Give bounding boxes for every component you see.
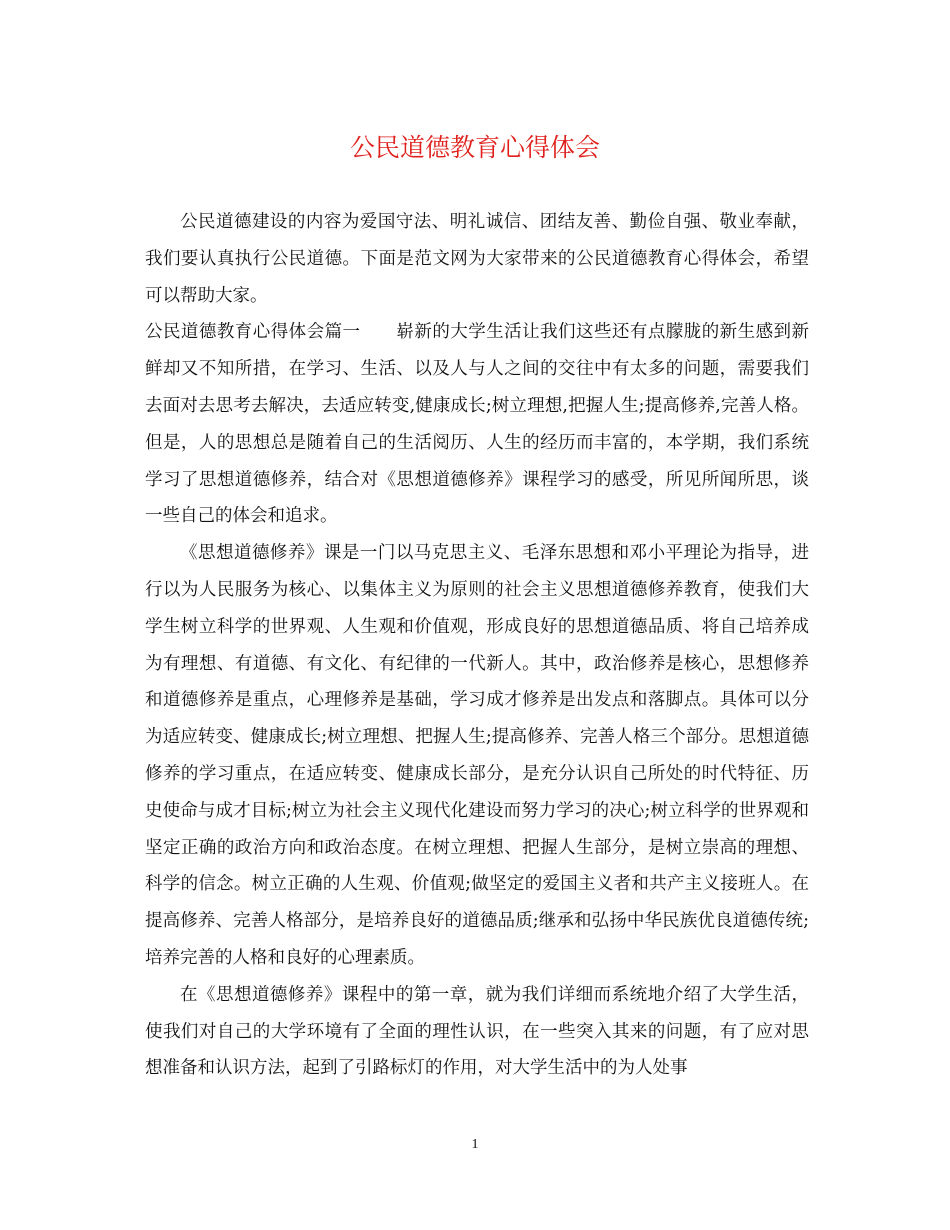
page-number: 1: [471, 1137, 479, 1152]
document-title: 公民道德教育心得体会: [349, 133, 600, 162]
paragraph-essay-one: 公民道德教育心得体会篇一 崭新的大学生活让我们这些还有点朦胧的新生感到新鲜却又不知所措，在学习、生活、以及人与人之间的交往中有太多的问题，需要我们去面对去思考去解决，去适应转变,健康成长;树立理想,把握人生;提高修养,完善人格。但是，人的思想总是随着自己的生活阅历、人生的经历而丰富的，本学期，我们系统学习了思想道德修养，结合对《思想道德修养》课程学习的感受，所见所闻所思，谈一些自己的体会和追求。: [145, 322, 809, 527]
paragraph-course-description: 《思想道德修养》课是一门以马克思主义、毛泽东思想和邓小平理论为指导，进行以为人民服务为核心、以集体主义为原则的社会主义思想道德修养教育，使我们大学生树立科学的世界观、人生观和价值观，形成良好的思想道德品质、将自己培养成为有理想、有道德、有文化、有纪律的一代新人。其中，政治修养是核心，思想修养和道德修养是重点，心理修养是基础，学习成才修养是出发点和落脚点。具体可以分为适应转变、健康成长;树立理想、把握人生;提高修养、完善人格三个部分。思想道德修养的学习重点，在适应转变、健康成长部分，是充分认识自己所处的时代特征、历史使命与成才目标;树立为社会主义现代化建设而努力学习的决心;树立科学的世界观和坚定正确的政治方向和政治态度。在树立理想、把握人生部分，是树立崇高的理想、科学的信念。树立正确的人生观、价值观;做坚定的爱国主义者和共产主义接班人。在提高修养、完善人格部分，是培养良好的道德品质;继承和弘扬中华民族优良道德传统;培养完善的人格和良好的心理素质。: [145, 543, 809, 968]
paragraph-intro: 公民道德建设的内容为爱国守法、明礼诚信、团结友善、勤俭自强、敬业奉献，我们要认真执行公民道德。下面是范文网为大家带来的公民道德教育心得体会，希望可以帮助大家。: [145, 212, 809, 306]
paragraph-first-chapter: 在《思想道德修养》课程中的第一章，就为我们详细而系统地介绍了大学生活，使我们对自己的大学环境有了全面的理性认识，在一些突入其来的问题，有了应对思想准备和认识方法，起到了引路标灯的作用，对大学生活中的为人处事: [145, 984, 809, 1079]
document-body: [145, 204, 809, 1087]
